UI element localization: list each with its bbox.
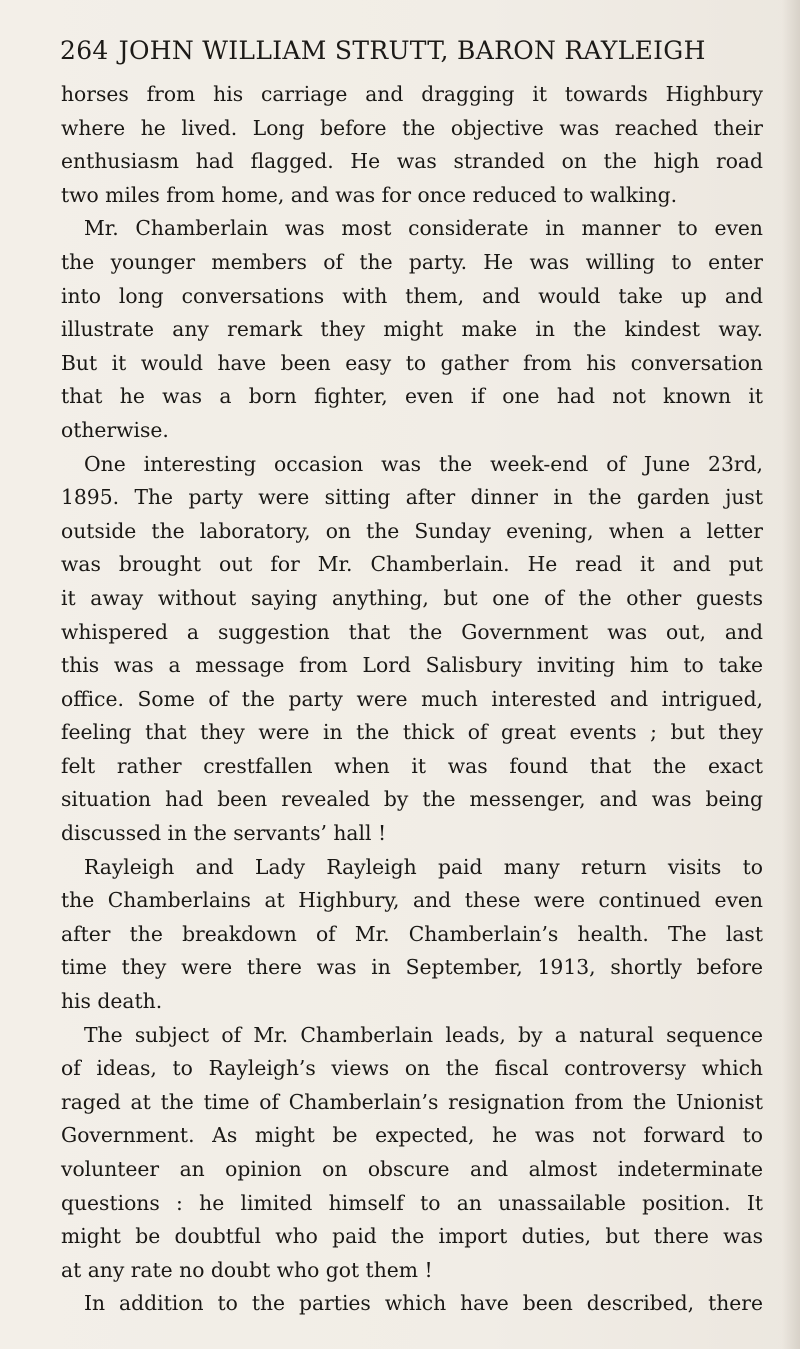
body-text: [61, 78, 763, 1321]
text-line: enthusiasm had flagged. He was stranded on the high road: [61, 149, 763, 174]
text-line: of ideas, to Rayleigh’s views on the fiscal controversy which: [61, 1056, 763, 1081]
page-number: 264: [60, 36, 109, 65]
text-line: after the breakdown of Mr. Chamberlain’s health. The last: [61, 921, 763, 946]
text-line: into long conversations with them, and would take up and: [61, 283, 763, 308]
text-line: volunteer an opinion on obscure and almost indeterminate: [61, 1157, 763, 1181]
text-line: Mr. Chamberlain was most considerate in manner to even: [84, 216, 763, 241]
text-line: two miles from home, and was for once reduced to walking.: [61, 182, 678, 207]
text-line: at any rate no doubt who got them !: [61, 1257, 433, 1282]
text-line: the younger members of the party. He was willing to enter: [61, 249, 763, 274]
text-line: raged at the time of Chamberlain’s resignation from the Unionist: [61, 1089, 763, 1114]
text-line: the Chamberlains at Highbury, and these were continued even: [61, 888, 763, 913]
text-line: One interesting occasion was the week-end of June 23rd,: [84, 451, 763, 476]
text-line: feeling that they were in the thick of great events ; but they: [61, 720, 763, 745]
text-line: his death.: [61, 989, 163, 1014]
text-line: might be doubtful who paid the import duties, but there was: [61, 1224, 763, 1249]
text-line: illustrate any remark they might make in the kindest way.: [61, 317, 763, 342]
text-line: whispered a suggestion that the Government was out, and: [61, 619, 763, 644]
text-line: this was a message from Lord Salisbury inviting him to take: [61, 653, 763, 678]
running-title: JOHN WILLIAM STRUTT, BARON RAYLEIGH: [118, 36, 706, 65]
text-line: office. Some of the party were much interested and intrigued,: [61, 686, 763, 711]
text-line: where he lived. Long before the objective was reached their: [61, 115, 763, 140]
text-line: The subject of Mr. Chamberlain leads, by a natural sequence: [84, 1022, 763, 1047]
text-line: Government. As might be expected, he was not forward to: [61, 1123, 763, 1148]
text-line: that he was a born fighter, even if one had not known it: [61, 384, 763, 409]
text-line: Rayleigh and Lady Rayleigh paid many return visits to: [84, 854, 763, 879]
text-line: outside the laboratory, on the Sunday evening, when a letter: [61, 518, 763, 543]
text-line: otherwise.: [61, 417, 169, 442]
text-line: discussed in the servants’ hall !: [61, 821, 387, 846]
text-line: it away without saying anything, but one of the other guests: [61, 585, 763, 610]
text-line: But it would have been easy to gather from his conversation: [61, 350, 763, 375]
text-line: In addition to the parties which have been described, there: [84, 1291, 763, 1316]
text-line: was brought out for Mr. Chamberlain. He read it and put: [61, 552, 763, 577]
page-edge-shadow: [782, 0, 800, 1349]
text-line: time they were there was in September, 1913, shortly before: [61, 955, 763, 980]
running-head: [60, 36, 706, 65]
text-line: 1895. The party were sitting after dinner in the garden just: [61, 485, 763, 510]
text-line: questions : he limited himself to an unassailable position. It: [61, 1190, 763, 1215]
text-line: felt rather crestfallen when it was found that the exact: [61, 753, 763, 778]
text-line: situation had been revealed by the messenger, and was being: [61, 787, 763, 812]
text-line: horses from his carriage and dragging it towards Highbury: [61, 82, 763, 106]
